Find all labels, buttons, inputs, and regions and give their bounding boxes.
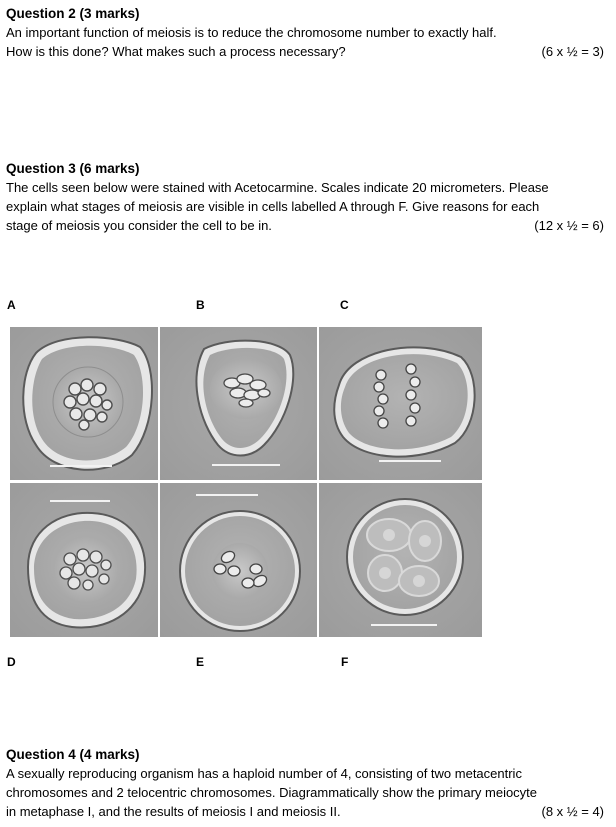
question-2-text-line-2 [6,42,610,61]
micrograph-cell-b [160,327,317,480]
question-4-text-line-1: A sexually reproducing organism has a haploid number of 4, consisting of two metacentric [6,766,522,781]
question-3 [6,160,610,235]
question-4 [6,746,610,821]
question-4-marks: (8 x ½ = 4) [541,804,604,819]
micrograph-cell-c [319,327,482,480]
question-2-text-line-1: An important function of meiosis is to reduce the chromosome number to exactly half. [6,25,497,40]
question-4-text: in metaphase I, and the results of meiosis I and meiosis II. [6,804,341,819]
micrograph-cell-a [10,327,158,480]
question-3-text-line-2: explain what stages of meiosis are visible in cells labelled A through F. Give reasons for each [6,199,540,214]
question-3-text: stage of meiosis you consider the cell to be in. [6,218,272,233]
question-4-text-line-2: chromosomes and 2 telocentric chromosomes. Diagrammatically show the primary meiocyte [6,785,538,800]
label-c: C [340,298,349,312]
question-4-title: Question 4 (4 marks) [6,747,140,762]
label-b: B [196,298,205,312]
question-3-title: Question 3 (6 marks) [6,161,140,176]
question-2-text: How is this done? What makes such a process necessary? [6,44,346,59]
micrograph-cell-f [319,483,482,637]
question-4-text-line-3 [6,802,610,821]
label-f: F [341,655,349,669]
question-2-title: Question 2 (3 marks) [6,6,140,21]
question-2 [6,5,610,61]
label-e: E [196,655,205,669]
micrograph-cell-d [10,483,158,637]
question-3-marks: (12 x ½ = 6) [534,218,604,233]
question-3-text-line-3 [6,216,610,235]
question-2-marks: (6 x ½ = 3) [541,44,604,59]
label-d: D [7,655,16,669]
question-3-text-line-1: The cells seen below were stained with Acetocarmine. Scales indicate 20 micrometers. Please [6,180,549,195]
micrograph-cell-e [160,483,317,637]
micrograph-figure [10,327,482,637]
label-a: A [7,298,16,312]
